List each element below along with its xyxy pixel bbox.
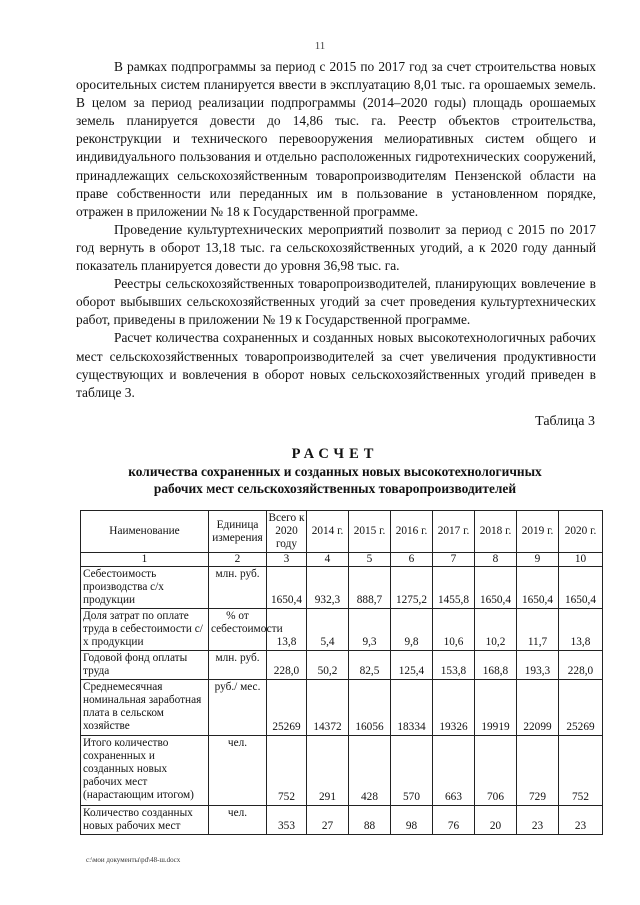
row-value: 11,7 — [517, 609, 559, 651]
row-value: 19326 — [433, 680, 475, 736]
header-name: Наименование — [81, 511, 209, 553]
header-2017: 2017 г. — [433, 511, 475, 553]
row-value: 19919 — [475, 680, 517, 736]
row-value: 1650,4 — [559, 567, 603, 609]
row-value: 10,6 — [433, 609, 475, 651]
row-name: Себестоимость производства с/х продукции — [81, 567, 209, 609]
paragraph-3: Реестры сельскохозяйственных товаропроизводителей, планирующих вовлечение в оборот выбывших сельскохозяйственных угодий за счет проведения культуртехнических работ, приведены в приложении № 19 к Государственной программе. — [76, 276, 596, 328]
paragraph-2: Проведение культуртехнических мероприятий позволит за период с 2015 по 2017 год вернуть в оборот 13,18 тыс. га сельскохозяйственных угодий, а к 2020 году данный показатель планируется довести до уровня 36,98 тыс. га. — [76, 221, 596, 274]
row-name: Среднемесячная номинальная заработная плата в сельском хозяйстве — [81, 680, 209, 736]
row-name: Итого количество сохраненных и созданных новых рабочих мест (нарастающим итогом) — [81, 736, 209, 806]
row-value: 10,2 — [475, 609, 517, 651]
row-value: 50,2 — [307, 651, 349, 680]
header-2020: 2020 г. — [559, 511, 603, 553]
table-row — [81, 567, 603, 609]
row-name: Количество созданных новых рабочих мест — [81, 806, 209, 835]
header-2019: 2019 г. — [517, 511, 559, 553]
row-value: 23 — [559, 806, 603, 835]
row-value: 5,4 — [307, 609, 349, 651]
header-total: Всего к 2020 году — [267, 511, 307, 553]
row-unit: чел. — [209, 806, 267, 835]
index-cell: 1 — [81, 553, 209, 567]
row-name: Доля затрат по оплате труда в себестоимости с/х продукции — [81, 609, 209, 651]
row-value: 228,0 — [267, 651, 307, 680]
table-title: РАСЧЕТ — [291, 446, 379, 462]
body-text — [76, 58, 596, 402]
row-value: 729 — [517, 736, 559, 806]
row-unit: руб./ мес. — [209, 680, 267, 736]
row-value: 13,8 — [559, 609, 603, 651]
table-row — [81, 736, 603, 806]
row-name: Годовой фонд оплаты труда — [81, 651, 209, 680]
row-value: 663 — [433, 736, 475, 806]
row-value: 570 — [391, 736, 433, 806]
row-value: 353 — [267, 806, 307, 835]
header-2018: 2018 г. — [475, 511, 517, 553]
row-value: 98 — [391, 806, 433, 835]
data-table — [80, 510, 603, 835]
row-value: 27 — [307, 806, 349, 835]
table-row — [81, 651, 603, 680]
header-unit: Единица измерения — [209, 511, 267, 553]
table-label: Таблица 3 — [535, 414, 595, 429]
row-value: 193,3 — [517, 651, 559, 680]
row-value: 9,8 — [391, 609, 433, 651]
index-cell: 7 — [433, 553, 475, 567]
page-number: 11 — [314, 40, 326, 52]
table-row — [81, 806, 603, 835]
row-value: 932,3 — [307, 567, 349, 609]
row-value: 888,7 — [349, 567, 391, 609]
table-index-row — [81, 553, 603, 567]
row-value: 13,8 — [267, 609, 307, 651]
row-value: 1650,4 — [475, 567, 517, 609]
header-2014: 2014 г. — [307, 511, 349, 553]
table-header-row — [81, 511, 603, 553]
row-value: 752 — [267, 736, 307, 806]
row-value: 14372 — [307, 680, 349, 736]
row-value: 76 — [433, 806, 475, 835]
row-value: 25269 — [559, 680, 603, 736]
row-value: 18334 — [391, 680, 433, 736]
file-path-footer: c:\мои документы\pd\48-ш.docx — [86, 856, 181, 864]
row-value: 706 — [475, 736, 517, 806]
table-row — [81, 680, 603, 736]
paragraph-1: В рамках подпрограммы за период с 2015 по 2017 год за счет строительства новых оросительных систем планируется ввести в эксплуатацию 8,01 тыс. га орошаемых земель. В целом за период реализации подпрограммы (2014–2020 годы) площадь орошаемых земель планируется довести до 14,86 тыс. га. Реестр объектов строительства, реконструкции и технического перевооружения мелиоративных систем общего и индивидуального пользования и отдельно расположенных гидротехнических сооружений, принадлежащих сельскохозяйственным товаропроизводителям Пензенской области на праве собственности или переданных им в пользование в установленном порядке, отражен в приложении № 18 к Государственной программе. — [76, 59, 596, 219]
row-value: 20 — [475, 806, 517, 835]
row-value: 1650,4 — [267, 567, 307, 609]
table-subtitle-line-1: количества сохраненных и созданных новых высокотехнологичных — [128, 464, 542, 479]
row-value: 16056 — [349, 680, 391, 736]
row-unit: млн. руб. — [209, 651, 267, 680]
header-2016: 2016 г. — [391, 511, 433, 553]
row-value: 82,5 — [349, 651, 391, 680]
row-value: 22099 — [517, 680, 559, 736]
paragraph-4: Расчет количества сохраненных и созданных новых высокотехнологичных рабочих мест сельскохозяйственных товаропроизводителей за счет увеличения продуктивности существующих и вовлечения в оборот новых сельскохозяйственных угодий приведен в таблице 3. — [76, 330, 596, 400]
row-value: 153,8 — [433, 651, 475, 680]
index-cell: 3 — [267, 553, 307, 567]
row-value: 1455,8 — [433, 567, 475, 609]
row-value: 1650,4 — [517, 567, 559, 609]
table-row — [81, 609, 603, 651]
table-subtitle — [75, 464, 595, 497]
index-cell: 2 — [209, 553, 267, 567]
row-unit: чел. — [209, 736, 267, 806]
index-cell: 8 — [475, 553, 517, 567]
row-value: 228,0 — [559, 651, 603, 680]
row-value: 9,3 — [349, 609, 391, 651]
row-value: 25269 — [267, 680, 307, 736]
index-cell: 10 — [559, 553, 603, 567]
row-value: 752 — [559, 736, 603, 806]
row-unit: млн. руб. — [209, 567, 267, 609]
table-subtitle-line-2: рабочих мест сельскохозяйственных товаропроизводителей — [153, 480, 517, 496]
row-value: 1275,2 — [391, 567, 433, 609]
header-2015: 2015 г. — [349, 511, 391, 553]
index-cell: 5 — [349, 553, 391, 567]
row-unit: % от себестоимости — [209, 609, 267, 651]
row-value: 88 — [349, 806, 391, 835]
index-cell: 9 — [517, 553, 559, 567]
row-value: 291 — [307, 736, 349, 806]
row-value: 168,8 — [475, 651, 517, 680]
index-cell: 4 — [307, 553, 349, 567]
row-value: 428 — [349, 736, 391, 806]
row-value: 23 — [517, 806, 559, 835]
index-cell: 6 — [391, 553, 433, 567]
row-value: 125,4 — [391, 651, 433, 680]
